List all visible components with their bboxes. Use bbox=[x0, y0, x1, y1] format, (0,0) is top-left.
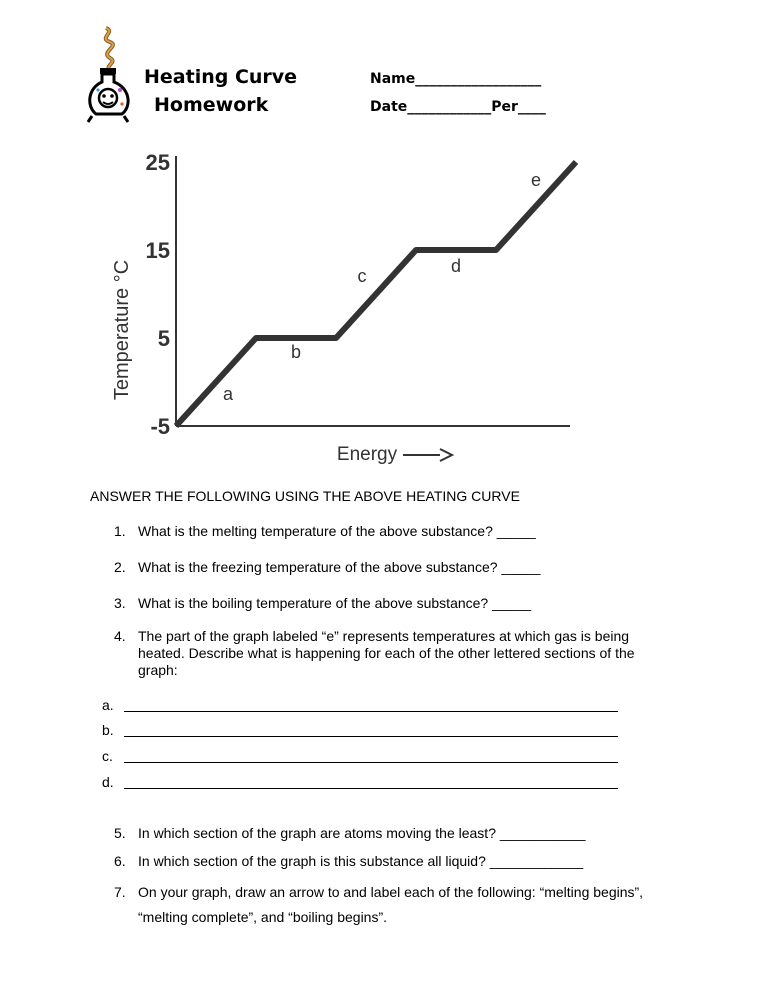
question-text: In which section of the graph are atoms moving the least? ___________ bbox=[138, 825, 586, 841]
question-text: The part of the graph labeled “e” represents temperatures at which gas is being heated. Describe what is happening for each of the other lettered sections of the graph: bbox=[138, 628, 635, 678]
y-tick-label: 5 bbox=[157, 326, 170, 351]
question-number: 6. bbox=[114, 853, 126, 869]
answer-letter-c: c. bbox=[102, 748, 113, 764]
question-text: What is the freezing temperature of the above substance? _____ bbox=[138, 559, 541, 575]
y-tick-label: -5 bbox=[150, 414, 170, 439]
segment-label-d: d bbox=[450, 256, 462, 276]
question-text: On your graph, draw an arrow to and label each of the following: “melting begins”, “melting complete”, and “boiling begins”. bbox=[138, 884, 644, 925]
question-number: 2. bbox=[114, 559, 126, 575]
worksheet-title-line1: Heating Curve bbox=[144, 66, 298, 88]
y-tick-label: 25 bbox=[145, 150, 170, 175]
answer-letter-d: d. bbox=[102, 774, 114, 790]
question-number: 3. bbox=[114, 595, 126, 611]
heating-curve-line bbox=[176, 162, 576, 426]
segment-label-b: b bbox=[290, 342, 302, 362]
question-text: In which section of the graph is this substance all liquid? ____________ bbox=[138, 853, 584, 869]
flask-logo-icon bbox=[82, 24, 142, 124]
date-period-field-label: Date____________Per____ bbox=[370, 99, 546, 115]
question-number: 7. bbox=[114, 884, 126, 900]
name-field-label: Name__________________ bbox=[370, 71, 542, 87]
answer-line-b[interactable] bbox=[124, 736, 618, 737]
question-7 bbox=[114, 880, 674, 930]
y-axis-label: Temperature °C bbox=[111, 259, 133, 401]
question-text: What is the melting temperature of the above substance? _____ bbox=[138, 523, 536, 539]
question-number: 1. bbox=[114, 523, 126, 539]
question-number: 4. bbox=[114, 628, 126, 644]
answer-letter-a: a. bbox=[102, 697, 114, 713]
segment-label-c: c bbox=[357, 266, 367, 286]
segment-label-a: a bbox=[222, 384, 234, 404]
answer-letter-b: b. bbox=[102, 722, 114, 738]
answer-line-c[interactable] bbox=[124, 762, 618, 763]
energy-arrow-icon bbox=[403, 449, 452, 461]
answer-line-d[interactable] bbox=[124, 788, 618, 789]
question-4 bbox=[114, 628, 674, 682]
y-tick-label: 15 bbox=[145, 238, 170, 263]
segment-label-e: e bbox=[530, 170, 542, 190]
question-number: 5. bbox=[114, 825, 126, 841]
worksheet-title-line2: Homework bbox=[154, 94, 269, 116]
question-text: What is the boiling temperature of the above substance? _____ bbox=[138, 595, 532, 611]
instructions-heading: ANSWER THE FOLLOWING USING THE ABOVE HEATING CURVE bbox=[90, 488, 520, 504]
answer-line-a[interactable] bbox=[124, 711, 618, 712]
heating-curve-chart bbox=[100, 140, 590, 470]
x-axis-label: Energy bbox=[336, 444, 398, 465]
